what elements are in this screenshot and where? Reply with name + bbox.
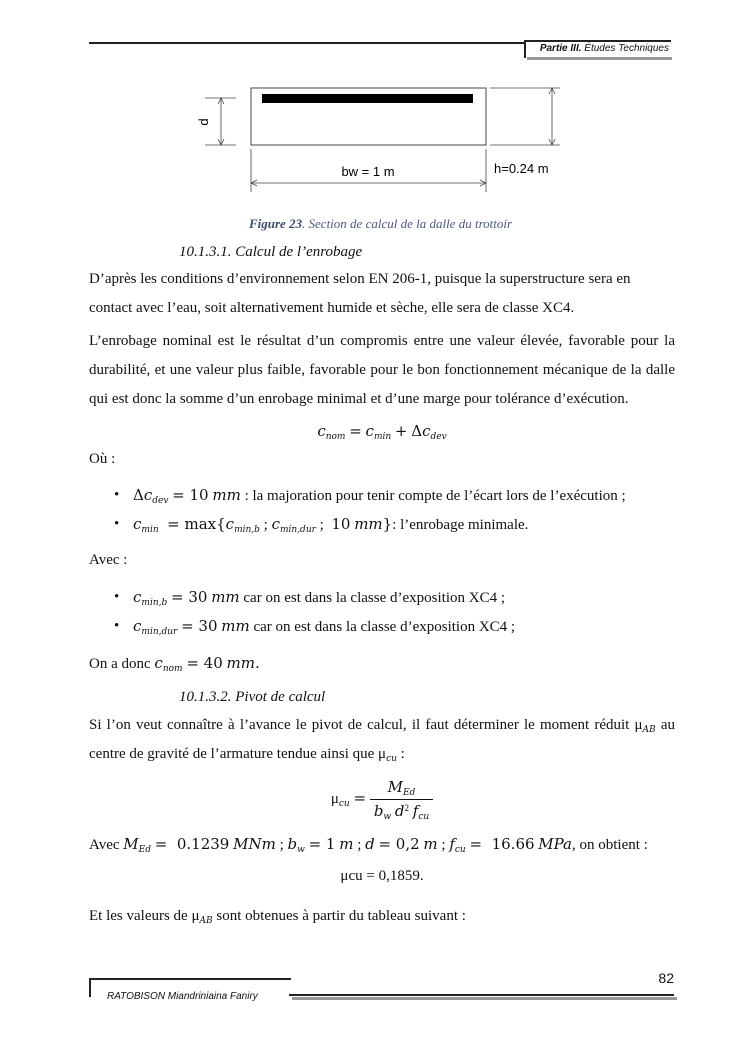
paragraph-enrobage-nominal: L’enrobage nominal est le résultat d’un compromis entre une valeur élevée, favorable pour la durabilité, et une valeur plus faible, favorable pour le bon fonctionnement mécanique de la dalle qui est donc la somme d’un enrobage minimal et d’une marge pour tolérance d’exécution. [89,333,675,407]
caption-text: . Section de calcul de la dalle du trottoir [302,216,513,231]
ou-label: Où : [89,451,116,467]
header-part: Partie III. [539,43,582,54]
reinforcement-bar [262,94,473,103]
page-number: 82 [658,970,674,986]
label-d: d [196,118,211,126]
list-item-cminb: • $c_{min,b} = 30$ mm car on est dans la classe d’exposition XC4 ; [89,583,675,612]
values-list [89,583,675,641]
footer-author: RATOBISON Miandriniaina Faniry [107,991,258,1002]
list-item-cmindur: • $c_{min,dur} = 30$ mm car on est dans la classe d’exposition XC4 ; [89,612,675,641]
cnom-result: On a donc $c_{nom} = 40$ mm. [89,654,260,674]
section-heading-pivot: 10.1.3.2. Pivot de calcul [179,689,326,705]
fraction-mucu: $\frac{M_{Ed}}{b_w d^2 f_{cu}}$ [370,778,433,821]
definition-list [89,481,675,539]
list-item-delta-cdev: • $\Delta c_{dev} = 10$ mm : la majoration pour tenir compte de l’écart lors de l’exécution ; [89,481,675,510]
avec-label: Avec : [89,552,128,568]
figure-caption [100,216,661,232]
paragraph-pivot: Si l’on veut connaître à l’avance le pivot de calcul, il faut déterminer le moment réduit $\mu_{AB}$ au centre de gravité de l’armature tendue ainsi que $\mu_{cu}$ : [89,717,675,764]
equation-cnom: $c_{nom} = c_{min} + \Delta c_{dev}$ [317,422,447,442]
footer-rule [289,994,674,996]
equation-mucu: $\mu_{cu}$ = $\frac{M_{Ed}}{b_w d^2 f_{cu}}$ [89,778,675,821]
equation-mucu-result: μcu = 0,1859. [340,868,424,884]
label-bw: bw = 1 m [341,164,395,179]
header-title: Études Techniques [584,43,669,54]
section-heading-enrobage: 10.1.3.1. Calcul de l’enrobage [179,244,363,260]
caption-number: Figure 23 [248,216,303,231]
paragraph-environment: D’après les conditions d’environnement selon EN 206-1, puisque la superstructure sera en contact avec l’eau, soit alternativement humide et sèche, elle sera de classe XC4. [89,271,631,316]
footer-shadow [292,997,677,1000]
paragraph-data-values: Avec $M_{Ed} = 0.1239$ MNm ; $b_w = 1$ m ; d = 0,2 m ; $f_{cu} = 16.66$ MPa, on obtient : [89,835,648,855]
label-h: h=0.24 m [494,161,549,176]
section-figure [0,0,745,200]
list-item-cmin: • $c_{min} = \max\{c_{min,b}$ ; $c_{min,dur}$ ; 10 mm}: l’enrobage minimale. [89,510,675,539]
paragraph-tableau: Et les valeurs de $\mu_{AB}$ sont obtenues à partir du tableau suivant : [89,908,466,926]
